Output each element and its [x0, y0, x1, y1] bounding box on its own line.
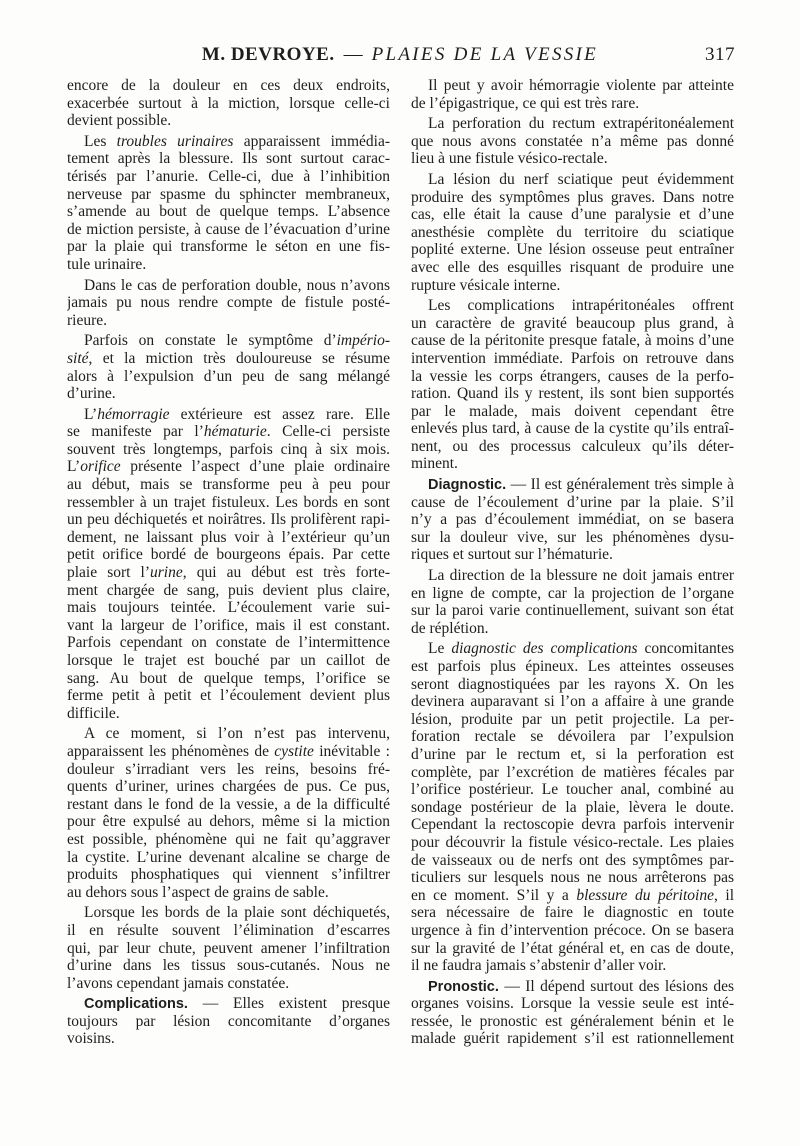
text-line [411, 693, 734, 711]
paragraph [411, 171, 734, 294]
body-text: cause de l’écoulement d’urine par la plaie. S’il [411, 493, 734, 511]
body-text: Les complications intrapéritonéales offrent [428, 297, 734, 315]
body-text: est possible, phénomène qui ne fait qu’aggraver [67, 830, 390, 848]
text-line [67, 761, 390, 779]
text-line [67, 441, 390, 459]
text-line [67, 312, 390, 330]
body-text: présente l’aspect d’une plaie ordinaire [120, 458, 390, 476]
text-line [67, 168, 390, 186]
text-line [67, 617, 390, 635]
body-text: La perforation du rectum extrapéritonéalement [428, 115, 734, 133]
body-text: l’avons cependant jamais constatée. [67, 974, 290, 992]
body-text: d’urine. [67, 385, 116, 403]
running-head-title: PLAIES DE LA VESSIE [371, 44, 599, 65]
text-line [411, 224, 734, 242]
running-head-author: M. DEVROYE. [201, 44, 335, 65]
text-line [67, 385, 390, 403]
italic-text: urine [150, 564, 183, 582]
body-text: pour être expulsé au dehors, même si la miction [67, 813, 390, 831]
text-line [67, 866, 390, 884]
text-line [67, 634, 390, 652]
text-line [411, 420, 734, 438]
text-line [67, 705, 390, 723]
running-head-dash: — [343, 44, 363, 65]
body-text: intervention immédiate. Parfois on retrouve dans [411, 349, 734, 367]
body-text: Lorsque les bords de la plaie sont déchiquetés, [84, 904, 390, 922]
text-line [411, 77, 734, 95]
body-text: sera nécessaire de faire le diagnostic en toute [411, 904, 734, 922]
body-text: rieure. [67, 311, 108, 329]
body-text: A ce moment, si l’on n’est pas intervenu, [84, 725, 390, 743]
body-text: pour découvrir la fistule vésico-rectale. Les plaies [411, 833, 734, 851]
text-line [411, 834, 734, 852]
text-line [411, 438, 734, 456]
paragraph [411, 978, 734, 1048]
body-text: de miction persiste, à cause de l’évacuation d’urine [67, 220, 390, 238]
text-line [67, 687, 390, 705]
text-line [67, 150, 390, 168]
text-line [411, 764, 734, 782]
text-line [411, 852, 734, 870]
text-line [67, 546, 390, 564]
text-line [67, 423, 390, 441]
body-text: — Il est généralement très simple à [506, 476, 734, 494]
text-line [67, 458, 390, 476]
body-text: , et la miction très douloureuse se résume [88, 349, 390, 367]
body-text: en ligne de compte, car la projection de l’organe [411, 584, 734, 602]
text-line [67, 368, 390, 386]
text-line [411, 511, 734, 529]
body-text: poplité externe. Une lésion osseuse peut entraîner [411, 241, 734, 259]
paragraph [411, 297, 734, 473]
body-text: sur la gravité de l’état général et, en cas de doute, [411, 939, 734, 957]
body-text: La direction de la blessure ne doit jamais entrer [428, 567, 734, 585]
body-text: n’y a pas d’écoulement immédiat, on se basera [411, 511, 734, 529]
paragraph [411, 567, 734, 637]
left-column [67, 77, 390, 1048]
body-text: cas, elle était la cause d’une paralysie et d’une [411, 206, 734, 224]
text-line [411, 602, 734, 620]
body-text: alors à l’expulsion d’un peu de sang mélangé [67, 367, 390, 385]
body-text: Les [84, 132, 117, 150]
paragraph [67, 277, 390, 330]
body-text: L’ [84, 405, 98, 423]
text-line [411, 869, 734, 887]
body-text: térisés par l’anurie. Celle-ci, due à l’inhibition [67, 167, 390, 185]
text-line [411, 332, 734, 350]
body-text: quents d’uriner, urines chargées de pus. Ce pus, [67, 778, 390, 796]
right-column [411, 77, 734, 1048]
italic-text: troubles urinaires [116, 132, 234, 150]
text-line [411, 206, 734, 224]
body-text: apparaissent les phénomènes de [67, 742, 275, 760]
body-text: souvent très longtemps, parfois cinq à six mois. [67, 440, 390, 458]
text-line [411, 658, 734, 676]
text-line [67, 350, 390, 368]
text-line [67, 186, 390, 204]
text-line [67, 95, 390, 113]
text-line [67, 511, 390, 529]
body-text: devient possible. [67, 112, 172, 130]
paragraph [411, 476, 734, 564]
text-line [411, 799, 734, 817]
text-line [67, 406, 390, 424]
page-number: 317 [705, 44, 735, 65]
text-line [411, 922, 734, 940]
body-text: voisins. [67, 1030, 115, 1048]
text-line [411, 640, 734, 658]
paragraph [411, 640, 734, 974]
body-text: Dans le cas de perforation double, nous n’avons [84, 276, 390, 294]
text-line [67, 670, 390, 688]
text-line [67, 725, 390, 743]
paragraph [67, 725, 390, 901]
body-text: minent. [411, 455, 458, 473]
text-line [411, 711, 734, 729]
text-line [411, 746, 734, 764]
body-text: lieu à une fistule vésico-rectale. [411, 150, 608, 168]
text-line [411, 957, 734, 975]
text-line [67, 796, 390, 814]
text-line [67, 582, 390, 600]
text-line [411, 494, 734, 512]
body-text: que nous avons constatée n’a même pas donné [411, 132, 734, 150]
text-line [67, 995, 390, 1013]
text-line [67, 277, 390, 295]
body-text: dement, ne laissant plus voir à l’extérieur qu’un [67, 528, 390, 546]
text-line [67, 256, 390, 274]
body-text: tement après la blessure. Ils sont surtout carac- [67, 150, 390, 168]
body-text: Le [428, 640, 452, 658]
body-text: jamais pu nous rendre compte de fistule posté- [67, 294, 390, 312]
paragraph [67, 77, 390, 130]
body-text: concomitantes [637, 640, 734, 658]
text-line [67, 494, 390, 512]
italic-text: hémorragie [97, 405, 170, 423]
text-line [411, 171, 734, 189]
text-line [67, 940, 390, 958]
body-text: produire des symptômes plus graves. Dans notre [411, 188, 734, 206]
text-line [67, 203, 390, 221]
body-text: ment chargée de sang, puis devient plus claire, [67, 581, 390, 599]
body-text: — Elles existent presque [187, 995, 390, 1013]
text-line [67, 922, 390, 940]
italic-text: império- [336, 332, 390, 350]
text-line [67, 975, 390, 993]
body-text: l’orifice postérieur. Le toucher anal, combiné au [411, 781, 734, 799]
body-text: plaie sort l’ [67, 564, 151, 582]
body-text: riques et surtout sur l’hématurie. [411, 546, 613, 564]
body-text: ressembler à un trajet fistuleux. Les bords en sont [67, 493, 390, 511]
text-line [67, 652, 390, 670]
body-text: devinera auparavant si l’on a affaire à une grande [411, 693, 734, 711]
text-line [67, 529, 390, 547]
paragraph [67, 904, 390, 992]
body-text: d’urine dans les tissus sous-cutanés. Nous ne [67, 957, 390, 975]
body-text: extérieure est assez rare. Elle [169, 405, 390, 423]
text-line [411, 816, 734, 834]
italic-text: diagnostic des complications [451, 640, 638, 658]
body-text: malade guérit rapidement s’il est rationnellement [411, 1030, 734, 1048]
text-line [67, 1013, 390, 1031]
body-text: seront diagnostiquées par les rayons X. On les [411, 675, 734, 693]
text-line [411, 887, 734, 905]
body-text: mais toujours teintée. L’écoulement varie sui- [67, 599, 390, 617]
text-line [411, 546, 734, 564]
body-text: foration rectale se dévoilera par l’expulsion [411, 728, 734, 746]
text-line [411, 189, 734, 207]
body-text: la cystite. L’urine devenant alcaline se charge de [67, 848, 390, 866]
text-line [411, 995, 734, 1013]
text-line [411, 585, 734, 603]
text-line [411, 620, 734, 638]
body-text: difficile. [67, 704, 120, 722]
body-text: nerveuse par spasme du sphincter membraneux, [67, 185, 390, 203]
body-text: La lésion du nerf sciatique peut évidemment [428, 170, 734, 188]
text-line [67, 238, 390, 256]
body-text: il ne faudra jamais s’abstenir d’aller voir. [411, 957, 667, 975]
body-text: inévitable : [313, 742, 390, 760]
italic-text: hématurie [203, 423, 267, 441]
body-text: avec elle des esquilles risquant de produire une [411, 258, 734, 276]
text-line [67, 884, 390, 902]
body-text: sondage postérieur de la plaie, lèvera le doute. [411, 798, 734, 816]
body-text: de l’épigastrique, ce qui est très rare. [411, 94, 640, 112]
body-text: exacerbée surtout à la miction, lorsque celle-ci [67, 94, 390, 112]
text-line [67, 813, 390, 831]
body-text: . Celle-ci persiste [266, 423, 390, 441]
body-text: restant dans le fond de la vessie, a de la difficulté [67, 795, 390, 813]
text-line [411, 567, 734, 585]
body-text: , qui au début est très forte- [182, 564, 390, 582]
body-text: ferme petit à petit et l’écoulement devient plus [67, 687, 390, 705]
text-line [411, 1013, 734, 1031]
text-line [411, 728, 734, 746]
body-text: Parfois cependant on constate de l’intermittence [67, 634, 390, 652]
body-text: , il [713, 886, 734, 904]
body-text: qui, par leur chute, peuvent amener l’infiltration [67, 939, 390, 957]
text-line [67, 831, 390, 849]
text-line [67, 294, 390, 312]
body-text: il en résulte souvent l’élimination d’escarres [67, 921, 390, 939]
text-line [411, 1030, 734, 1048]
text-line [411, 781, 734, 799]
body-text: sur la douleur vive, sur les phénomènes dysu- [411, 528, 734, 546]
body-text: par le malade, mais doivent cependant être [411, 402, 734, 420]
body-text: enlevés plus tard, à cause de la cystite qu’ils entraî- [411, 420, 734, 438]
text-line [411, 385, 734, 403]
body-text: Cependant la rectoscopie devra parfois intervenir [411, 816, 734, 834]
italic-text: orifice [80, 458, 121, 476]
body-text: de réplétion. [411, 619, 489, 637]
text-line [411, 241, 734, 259]
body-text: encore de la douleur en ces deux endroits, [67, 77, 390, 94]
text-line [67, 77, 390, 95]
italic-text: cystite [274, 742, 314, 760]
text-line [67, 778, 390, 796]
body-text: sang. Au bout de quelque temps, l’orifice se [67, 669, 390, 687]
body-text: nent, ou des processus calculeux qu’ils déter- [411, 437, 734, 455]
paragraph [67, 332, 390, 402]
text-line [411, 95, 734, 113]
text-line [411, 133, 734, 151]
body-text: apparaissent immédia- [233, 132, 390, 150]
text-line [67, 133, 390, 151]
body-text: Il peut y avoir hémorragie violente par atteinte [428, 77, 734, 94]
paragraph [411, 77, 734, 112]
paragraph [411, 115, 734, 168]
text-line [411, 529, 734, 547]
body-text: au début, mais se transforme peu à peu pour [67, 476, 390, 494]
body-text: urgence à fin d’intervention précoce. On se basera [411, 921, 734, 939]
body-text: complète, par l’excrétion de matières fécales par [411, 763, 734, 781]
body-text: Parfois on constate le symptôme d’ [84, 332, 337, 350]
text-line [411, 150, 734, 168]
running-head [60, 42, 740, 68]
body-text: sur la paroi varie continuellement, suivant son état [411, 602, 734, 620]
text-line [411, 368, 734, 386]
text-line [67, 221, 390, 239]
body-text: par la plaie qui transforme le séton en une fis- [67, 238, 390, 256]
body-text: toujours par lésion concomitante d’organes [67, 1012, 390, 1030]
body-text: cause de la péritonite presque fatale, à moins d’une [411, 332, 734, 350]
text-line [411, 115, 734, 133]
text-line [67, 564, 390, 582]
text-line [67, 599, 390, 617]
body-text: tule urinaire. [67, 255, 147, 273]
text-line [411, 978, 734, 996]
text-line [67, 904, 390, 922]
body-text: ressée, le pronostic est généralement bénin et le [411, 1012, 734, 1030]
text-line [67, 332, 390, 350]
paragraph [67, 133, 390, 274]
text-line [411, 277, 734, 295]
italic-text: sité [67, 349, 89, 367]
text-line [411, 259, 734, 277]
body-text: ticuliers sur lesquels nous ne nous arrêterons pas [411, 869, 734, 887]
body-text: lorsque le trajet est bouché par un caillot de [67, 652, 390, 669]
text-line [411, 403, 734, 421]
text-line [67, 957, 390, 975]
paragraph [67, 995, 390, 1048]
body-text: lésion, produite par un petit projectile. La per- [411, 710, 734, 728]
section-heading: Pronostic. [428, 978, 499, 995]
body-text: un caractère de gravité beaucoup plus grand, à [411, 314, 734, 332]
body-text: anesthésie complète du territoire du sciatique [411, 223, 734, 241]
text-line [411, 350, 734, 368]
italic-text: blessure du péritoine [576, 886, 714, 904]
text-line [411, 297, 734, 315]
body-text: petit orifice bordé de bourgeons épais. Par cette [67, 546, 390, 564]
section-heading: Diagnostic. [428, 477, 507, 494]
body-text: produits phosphatiques qui viennent s’infiltrer [67, 866, 390, 884]
body-text: s’amende au bout de quelque temps. L’absence [67, 203, 390, 221]
text-line [67, 1030, 390, 1048]
body-text: d’urine par le rectum et, si la perforation est [411, 745, 734, 763]
body-text: — Il dépend surtout des lésions des [498, 977, 734, 995]
text-line [67, 849, 390, 867]
body-text: la vessie les corps étrangers, causes de la perfo- [411, 367, 734, 385]
text-line [67, 476, 390, 494]
body-text: se manifeste par l’ [67, 423, 204, 441]
body-text: vant la largeur de l’orifice, mais il est constant. [67, 616, 390, 634]
section-heading: Complications. [84, 996, 188, 1013]
body-text: en ce moment. S’il y a [411, 886, 577, 904]
text-line [411, 676, 734, 694]
text-line [411, 455, 734, 473]
body-text: un peu déchiquetés et noirâtres. Ils prolifèrent rapi- [67, 511, 390, 529]
text-line [67, 112, 390, 130]
body-text: rupture vésicale interne. [411, 276, 561, 294]
text-line [411, 940, 734, 958]
body-text: de vaisseaux ou de nerfs ont des symptômes par- [411, 851, 734, 869]
text-line [411, 315, 734, 333]
text-line [67, 743, 390, 761]
body-text: ration. Quand ils y restent, ils sont bien supportés [411, 385, 734, 403]
text-line [411, 904, 734, 922]
body-text: est parfois plus épineux. Les atteintes osseuses [411, 658, 734, 675]
body-text: L’ [67, 458, 81, 476]
body-text: douleur s’irradiant vers les reins, besoins fré- [67, 760, 390, 778]
body-text: au dehors sous l’aspect de grains de sable. [67, 883, 329, 901]
text-line [411, 476, 734, 494]
paragraph [67, 406, 390, 723]
body-text: organes voisins. Lorsque la vessie seule est inté- [411, 995, 734, 1013]
